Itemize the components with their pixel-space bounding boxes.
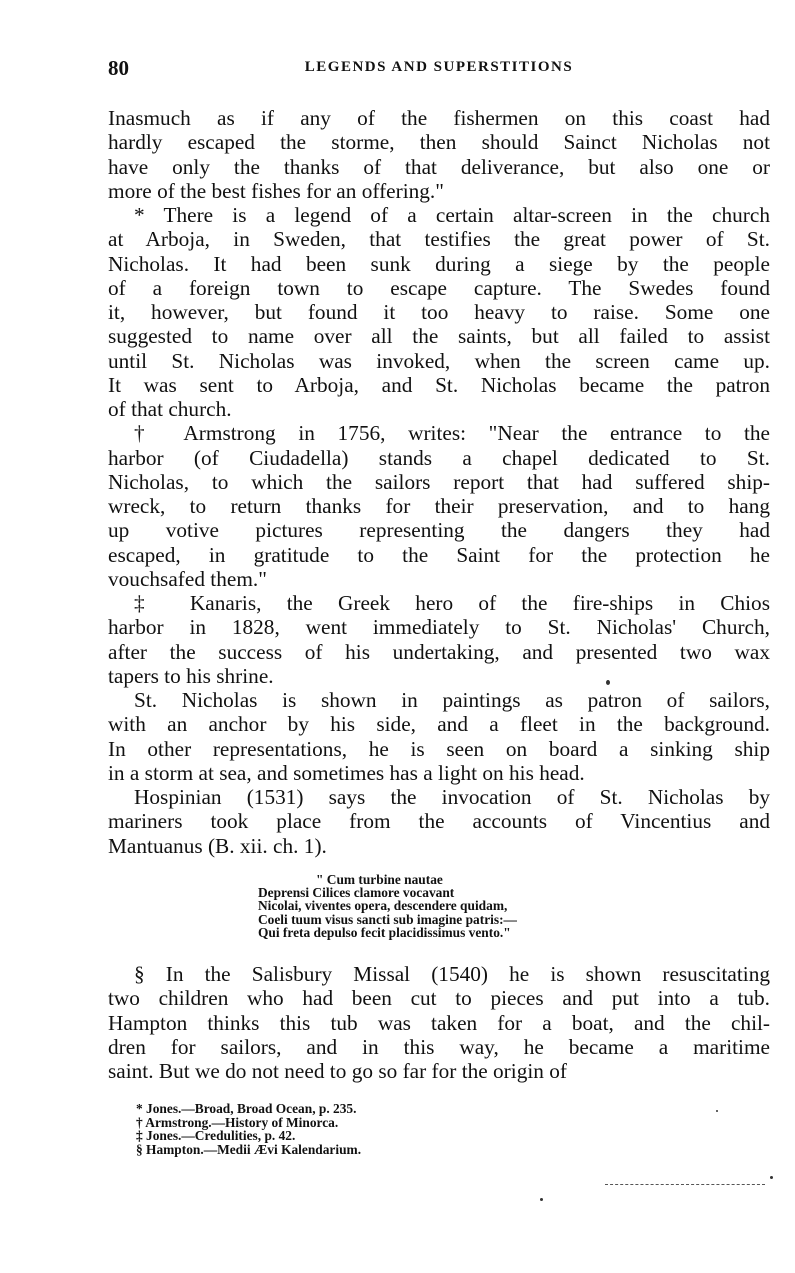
text-line: harbor in 1828, went immediately to St. Nicholas' Church, <box>108 615 770 640</box>
text-line: up votive pictures representing the dangers they had <box>108 518 770 543</box>
latin-verse-quote <box>258 873 517 939</box>
text-line: § In the Salisbury Missal (1540) he is shown resuscitating <box>134 962 770 986</box>
verse-line: Qui freta depulso fecit placidissimus vento." <box>258 924 511 940</box>
text-line: Mantuanus (B. xii. ch. 1). <box>108 833 327 858</box>
running-header <box>108 56 770 80</box>
text-line: suggested to name over all the saints, but all failed to assist <box>108 324 770 349</box>
text-line: after the success of his undertaking, and presented two wax <box>108 639 770 664</box>
running-title: LEGENDS AND SUPERSTITIONS <box>304 59 574 75</box>
text-line: it, however, but found it too heavy to raise. Some one <box>108 300 770 324</box>
text-line: wreck, to return thanks for their preservation, and to hang <box>108 494 770 518</box>
text-line: of a foreign town to escape capture. The Swedes found <box>108 275 770 300</box>
ink-speck <box>540 1198 543 1201</box>
page-number: 80 <box>108 56 129 80</box>
text-line: dren for sailors, and in this way, he became a maritime <box>108 1034 770 1059</box>
text-line: mariners took place from the accounts of Vincentius and <box>108 809 770 834</box>
footnote: * Jones.—Broad, Broad Ocean, p. 235. <box>136 1101 357 1116</box>
text-line: escaped, in gratitude to the Saint for the protection he <box>108 542 770 567</box>
verse-line: Deprensi Cilices clamore vocavant <box>258 885 455 901</box>
text-line: ‡ Kanaris, the Greek hero of the fire-ships in Chios <box>134 591 770 615</box>
text-line: In other representations, he is seen on board a sinking ship <box>108 736 770 761</box>
body-text <box>108 106 770 858</box>
text-line: saint. But we do not need to go so far for the origin of <box>108 1059 567 1083</box>
text-line: in a storm at sea, and sometimes has a light on his head. <box>108 760 585 785</box>
text-line: two children who had been cut to pieces and put into a tub. <box>108 986 770 1011</box>
text-line: Nicholas, to which the sailors report that had suffered ship- <box>108 469 770 494</box>
footnote: § Hampton.—Medii Ævi Kalendarium. <box>136 1141 362 1157</box>
scan-artifact-line <box>605 1184 765 1185</box>
footnote: ‡ Jones.—Credulities, p. 42. <box>136 1128 296 1144</box>
verse-line: Coeli tuum visus sancti sub imagine patris:— <box>258 911 517 927</box>
text-line: tapers to his shrine. <box>108 663 274 688</box>
text-line: of that church. <box>108 397 232 421</box>
text-line: Hospinian (1531) says the invocation of St. Nicholas by <box>134 785 770 809</box>
verse-line: " Cum turbine nautae <box>316 872 443 887</box>
text-line: until St. Nicholas was invoked, when the screen came up. <box>108 348 770 373</box>
verse-line: Nicolai, viventes opera, descendere quidam, <box>258 898 508 914</box>
text-line: It was sent to Arboja, and St. Nicholas became the patron <box>108 372 770 397</box>
text-line: at Arboja, in Sweden, that testifies the great power of St. <box>108 227 770 252</box>
ink-speck <box>606 680 610 685</box>
text-line: hardly escaped the storme, then should Sainct Nicholas not <box>108 130 770 155</box>
text-line: with an anchor by his side, and a fleet in the background. <box>108 712 770 737</box>
text-line: † Armstrong in 1756, writes: "Near the entrance to the <box>134 421 770 446</box>
text-line: Hampton thinks this tub was taken for a boat, and the chil- <box>108 1010 770 1035</box>
text-line: harbor (of Ciudadella) stands a chapel dedicated to St. <box>108 445 770 470</box>
text-line: Nicholas. It had been sunk during a siege by the people <box>108 251 770 276</box>
body-text-continued <box>108 962 770 1083</box>
text-line: more of the best fishes for an offering." <box>108 178 444 203</box>
text-line: have only the thanks of that deliverance, but also one or <box>108 154 770 179</box>
text-line: St. Nicholas is shown in paintings as patron of sailors, <box>134 688 770 712</box>
text-line: Inasmuch as if any of the fishermen on this coast had <box>108 106 770 130</box>
text-line: vouchsafed them." <box>108 566 267 591</box>
footnote: † Armstrong.—History of Minorca. <box>136 1114 339 1130</box>
text-line: * There is a legend of a certain altar-screen in the church <box>134 203 770 227</box>
ink-speck <box>770 1176 773 1179</box>
ink-speck <box>716 1110 718 1112</box>
footnotes <box>136 1102 361 1156</box>
